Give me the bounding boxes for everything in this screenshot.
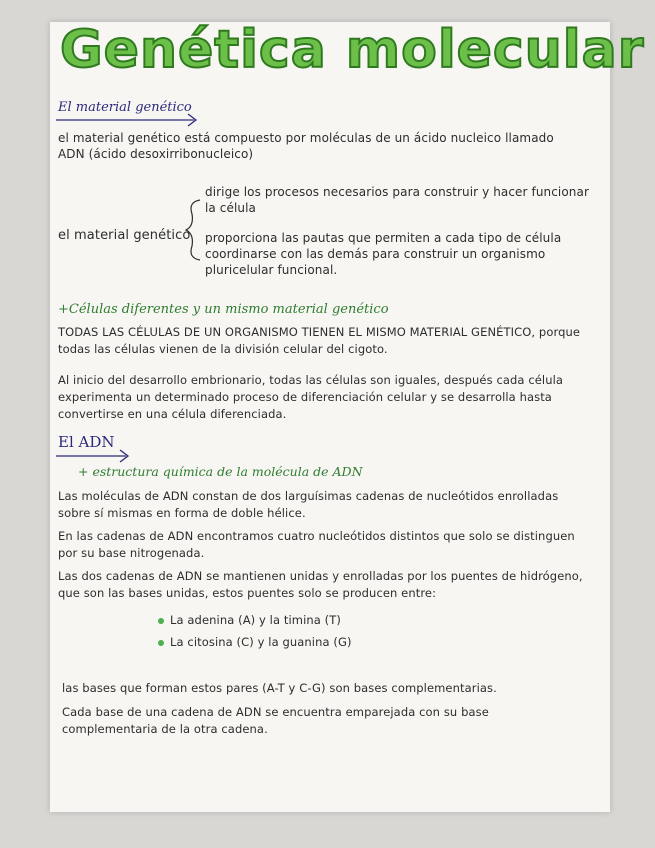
paragraph-moleculas-adn: Las moléculas de ADN constan de dos larguísimas cadenas de nucleótidos enrolladas sobre sí mismas en forma de doble hélice. — [58, 489, 559, 520]
heading-arrow-icon — [56, 448, 136, 464]
bullet-dot-icon — [158, 640, 164, 646]
paragraph-puentes-hidrogeno: Las dos cadenas de ADN se mantienen unidas y enrolladas por los puentes de hidrógeno, que son las bases unidas, estos puentes solo se producen entre: — [58, 569, 583, 600]
brace-item-1: dirige los procesos necesarios para construir y hacer funcionar la célula — [205, 185, 589, 215]
paragraph-desarrollo-embrionario: Al inicio del desarrollo embrionario, todas las células son iguales, después cada célula experimenta un determinado proceso de diferenciación celular y se desarrolla hasta convertirse en una célula diferenciada. — [58, 373, 564, 421]
bullet-item-citosina — [158, 634, 352, 651]
bullet-text: La adenina (A) y la timina (T) — [170, 613, 341, 627]
bullet-dot-icon — [158, 618, 164, 624]
bullet-item-adenina — [158, 612, 341, 629]
heading-arrow-icon — [56, 112, 206, 128]
paragraph-emparejada: Cada base de una cadena de ADN se encuentra emparejada con su base complementaria de la otra cadena. — [62, 705, 489, 736]
paragraph-cadenas-adn: En las cadenas de ADN encontramos cuatro nucleótidos distintos que solo se distinguen por su base nitrogenada. — [58, 529, 575, 560]
paragraph-material-genetico: el material genético está compuesto por moléculas de un ácido nucleico llamado ADN (ácido desoxirribonucleico) — [58, 131, 554, 161]
paragraph-todas-celulas: TODAS LAS CÉLULAS DE UN ORGANISMO TIENEN EL MISMO MATERIAL GENÉTICO, porque todas las células vienen de la división celular del cigoto. — [58, 325, 581, 356]
page-title: Genética molecular — [60, 20, 645, 80]
subheading-estructura-quimica: + estructura química de la molécula de ADN — [78, 464, 363, 479]
brace-label: el material genético — [58, 228, 191, 243]
section-heading-adn: El ADN — [58, 433, 115, 451]
paragraph-bases-complementarias: las bases que forman estos pares (A-T y C-G) son bases complementarias. — [62, 681, 497, 695]
bullet-text: La citosina (C) y la guanina (G) — [170, 635, 352, 649]
section-heading-material-genetico: El material genético — [58, 100, 192, 115]
brace-icon — [184, 198, 204, 262]
brace-item-2: proporciona las pautas que permiten a cada tipo de célula coordinarse con las demás para construir un organismo pluricelular funcional. — [205, 231, 562, 277]
section-heading-celulas: +Células diferentes y un mismo material genético — [58, 302, 389, 317]
